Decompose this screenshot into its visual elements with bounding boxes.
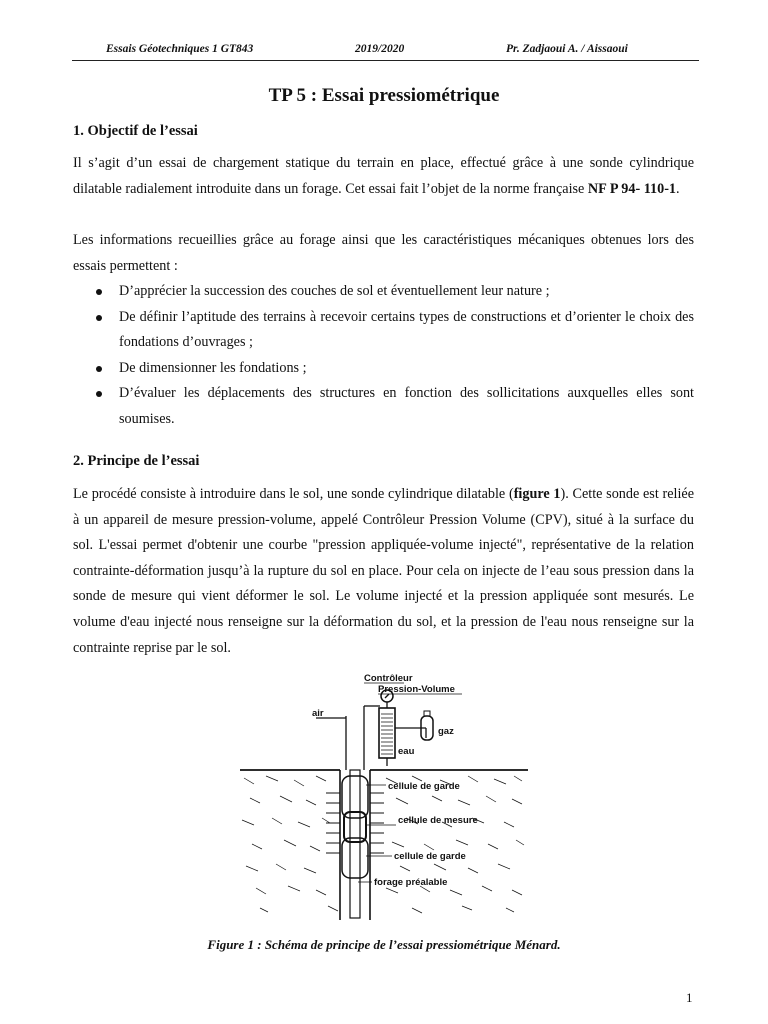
label-controleur: Contrôleur bbox=[364, 673, 413, 684]
list-item bbox=[73, 381, 694, 432]
figure-caption: Figure 1 : Schéma de principe de l’essai pressiométrique Ménard. bbox=[207, 937, 561, 952]
section2-text-a: Le procédé consiste à introduire dans le sol, une sonde cylindrique dilatable ( bbox=[73, 486, 514, 502]
section1-paragraph2: Les informations recueillies grâce au forage ainsi que les caractéristiques mécaniques obtenues lors des essais permettent : bbox=[73, 232, 694, 274]
label-cellule-mesure: cellule de mesure bbox=[398, 815, 478, 826]
list-item-text: De dimensionner les fondations ; bbox=[119, 359, 307, 376]
page-header bbox=[72, 40, 699, 61]
guard-cell-bottom bbox=[342, 838, 368, 878]
label-eau: eau bbox=[398, 746, 415, 757]
pressiometer-diagram bbox=[236, 668, 532, 930]
probe-rod bbox=[350, 770, 360, 918]
bullet-icon bbox=[96, 315, 102, 321]
label-leaders bbox=[358, 785, 396, 882]
pressure-arrows bbox=[326, 793, 384, 853]
section1-heading: 1. Objectif de l’essai bbox=[73, 123, 198, 139]
section2-heading: 2. Principe de l’essai bbox=[73, 453, 200, 469]
section1-paragraph1 bbox=[73, 151, 694, 202]
label-cellule-garde-bottom: cellule de garde bbox=[394, 851, 466, 862]
label-cellule-garde-top: cellule de garde bbox=[388, 781, 460, 792]
header-author: Pr. Zadjaoui A. / Aissaoui bbox=[506, 43, 628, 55]
list-item bbox=[73, 279, 694, 305]
label-forage: forage préalable bbox=[374, 877, 448, 888]
header-year: 2019/2020 bbox=[355, 43, 405, 55]
pressiometer-figure bbox=[236, 668, 532, 930]
list-item-text: D’évaluer les déplacements des structures en fonction des sollicitations auxquelles elles sont soumises. bbox=[119, 385, 694, 427]
label-air: air bbox=[312, 708, 324, 719]
section2-paragraph bbox=[73, 482, 694, 661]
list-item-text: De définir l’aptitude des terrains à recevoir certains types de constructions et d’orienter le choix des fondations d’ouvrages ; bbox=[119, 308, 694, 351]
volumeter-column bbox=[379, 708, 395, 758]
bullet-icon bbox=[96, 366, 102, 372]
page-number: 1 bbox=[686, 990, 693, 1005]
document-title: TP 5 : Essai pressiométrique bbox=[268, 85, 500, 106]
section1-p1-end: . bbox=[676, 180, 680, 197]
bullet-icon bbox=[96, 391, 102, 397]
list-item bbox=[73, 305, 694, 356]
figure-reference: figure 1 bbox=[513, 486, 561, 502]
label-gaz: gaz bbox=[438, 726, 454, 737]
objectives-list bbox=[73, 279, 694, 433]
section1-p1-text: Il s’agit d’un essai de chargement statique du terrain en place, effectué grâce à une sonde cylindrique dilatable radialement introduite dans un forage. Cet essai fait l’objet de la norme française bbox=[73, 155, 694, 197]
norm-reference: NF P 94- 110-1 bbox=[587, 180, 677, 197]
list-item-text: D’apprécier la succession des couches de sol et éventuellement leur nature ; bbox=[119, 283, 550, 299]
label-pression-volume: Pression-Volume bbox=[378, 684, 455, 695]
volumeter-scale bbox=[381, 714, 393, 754]
list-item bbox=[73, 356, 694, 382]
header-course: Essais Géotechniques 1 GT843 bbox=[106, 43, 254, 55]
soil-hatching bbox=[242, 776, 524, 913]
section2-text-b: ). Cette sonde est reliée à un appareil de mesure pression-volume, appelé Contrôleur Pression Volume (CPV), situé à la surface du sol. L'essai permet d'obtenir une courbe "pression appliquée-volume injecté", représentative de la relation contrainte-déformation jusqu’à la rupture du sol en place. Pour cela on injecte de l’eau sous pression dans la sonde de mesure qui vient déformer le sol. Le volume injecté et la pression appliquée sont mesurés. Le volume d'eau injecté nous renseigne sur la déformation du sol, et la pression de l'eau nous renseigne sur la contrainte reprise par le sol. bbox=[73, 486, 694, 656]
bullet-icon bbox=[96, 289, 102, 295]
